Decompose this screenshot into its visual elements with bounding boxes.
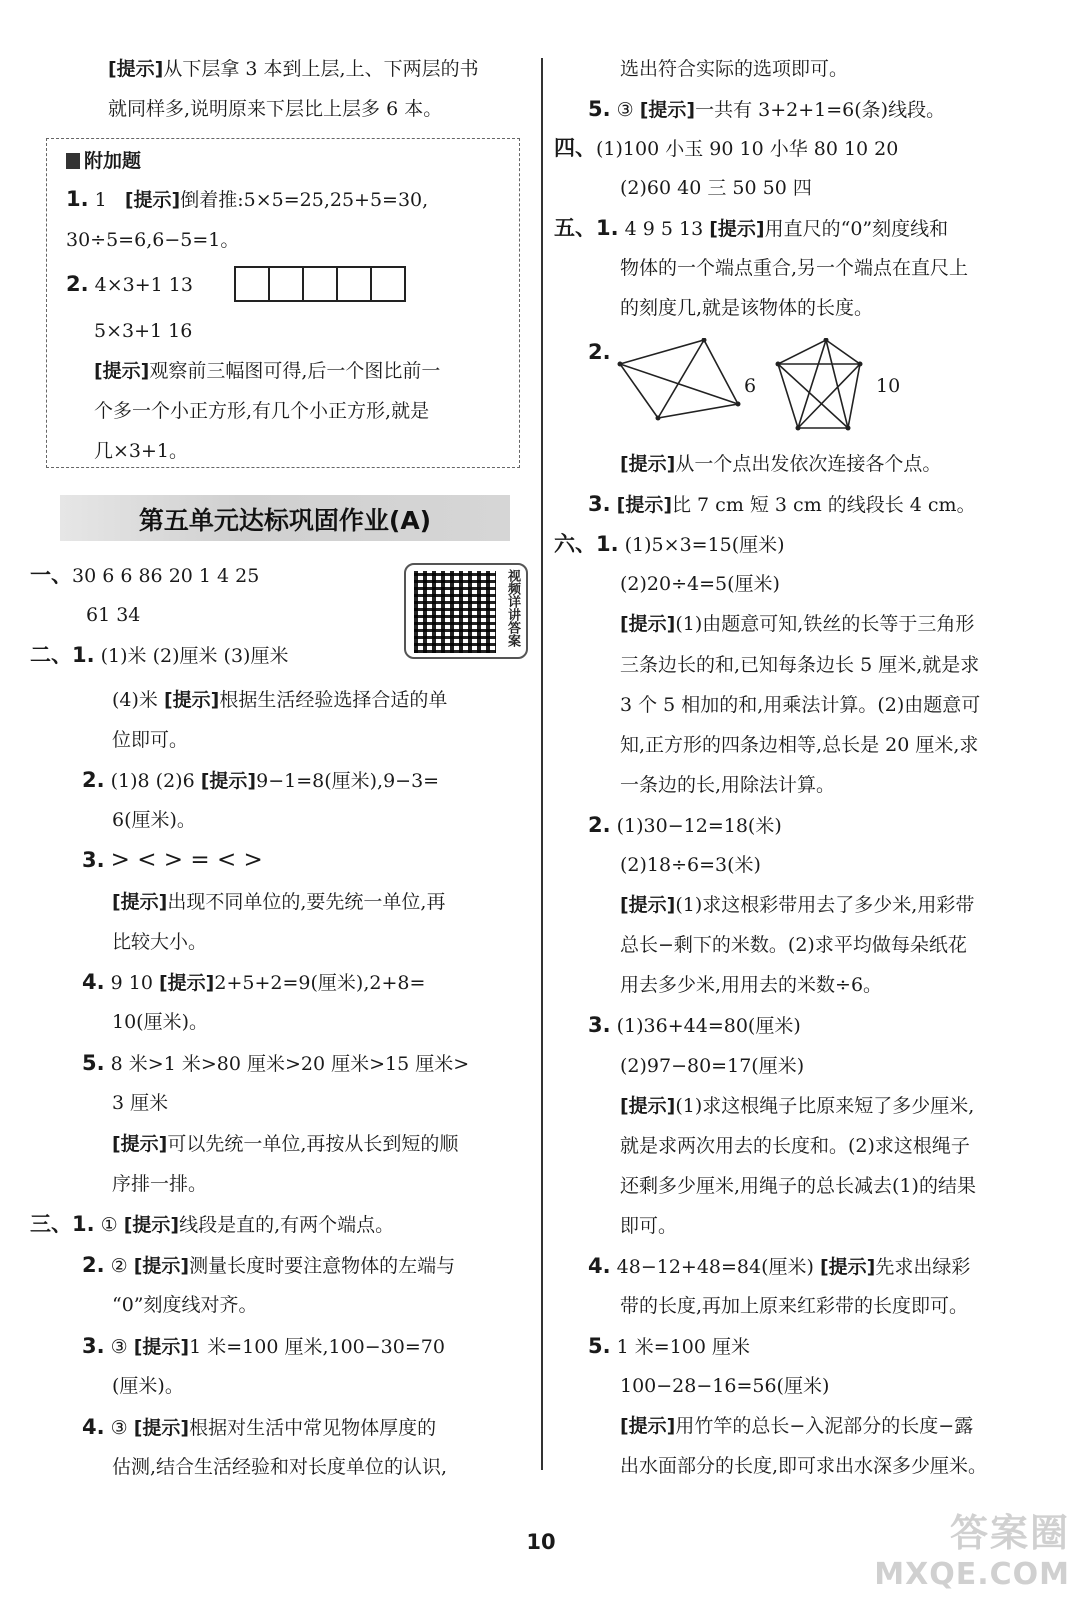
s6-q4-line2: 带的长度,再加上原来红彩带的长度即可。	[620, 1295, 969, 1317]
pentagon-figure	[778, 340, 860, 428]
continued-line: 选出符合实际的选项即可。	[620, 58, 849, 80]
s2-q4-line2: 10(厘米)。	[112, 1011, 209, 1033]
s6-q1-tip2: 三条边长的和,已知每条边长 5 厘米,就是求	[620, 654, 980, 676]
s3-q4-line2: 估测,结合生活经验和对长度单位的认识,	[112, 1456, 448, 1478]
s2-q1-line2: (4)米 [提示]根据生活经验选择合适的单	[112, 689, 448, 711]
s6-q3-tip2: 就是求两次用去的长度和。(2)求这根绳子	[620, 1135, 970, 1157]
s5-q3: 3. [提示]比 7 cm 短 3 cm 的线段长 4 cm。	[588, 492, 976, 516]
s5-q2-label-10: 10	[876, 375, 901, 397]
s2-q5-line4: 序排一排。	[112, 1173, 208, 1195]
extra-q2-tip-line1: [提示]观察前三幅图可得,后一个图比前一	[94, 360, 441, 382]
s6-q1-tip4: 知,正方形的四条边相等,总长是 20 厘米,求	[620, 734, 979, 756]
s3-q2: 2. ② [提示]测量长度时要注意物体的左端与	[82, 1253, 456, 1277]
s3-q1: 三、1. ① [提示]线段是直的,有两个端点。	[30, 1212, 395, 1236]
s3-q5: 5. ③ [提示]一共有 3+2+1=6(条)线段。	[588, 97, 946, 121]
s6-q1-a2: (2)20÷4=5(厘米)	[620, 573, 780, 595]
s2-q5-line2: 3 厘米	[112, 1092, 169, 1114]
page-number: 10	[526, 1530, 556, 1554]
s2-q5: 5. 8 米>1 米>80 厘米>20 厘米>15 厘米>	[82, 1051, 470, 1075]
qr-code-box[interactable]	[404, 563, 528, 659]
s4-line1: 四、(1)100 小玉 90 10 小华 80 10 20	[554, 136, 899, 160]
column-divider	[541, 58, 543, 1470]
s6-q2-tip3: 用去多少米,用用去的米数÷6。	[620, 974, 883, 996]
s5-q2: 2.	[588, 340, 611, 364]
extra-q2-tip-line3: 几×3+1。	[94, 440, 189, 462]
s6-q4: 4. 48−12+48=84(厘米) [提示]先求出绿彩	[588, 1254, 971, 1278]
s6-q1-tip5: 一条边的长,用除法计算。	[620, 774, 836, 796]
s2-q3-line2: [提示]出现不同单位的,要先统一单位,再	[112, 891, 446, 913]
extra-q1: 1. 1 [提示]倒着推:5×5=25,25+5=30,	[66, 187, 429, 211]
s5-q2-label-6: 6	[744, 375, 757, 397]
extra-heading: 附加题	[66, 146, 141, 173]
watermark-logo: 答案圈 MXQE.COM	[874, 1511, 1070, 1592]
s3-q4: 4. ③ [提示]根据对生活中常见物体厚度的	[82, 1415, 437, 1439]
polygon-diagrams	[614, 338, 914, 438]
s6-q1-tip3: 3 个 5 相加的和,用乘法计算。(2)由题意可	[620, 694, 981, 716]
unit-banner: 第五单元达标巩固作业(A)	[60, 495, 510, 541]
s6-q3-tip1: [提示](1)求这根绳子比原来短了多少厘米,	[620, 1095, 975, 1117]
s5-q1-line2: 物体的一个端点重合,另一个端点在直尺上	[620, 257, 969, 279]
s2-q4: 4. 9 10 [提示]2+5+2=9(厘米),2+8=	[82, 970, 426, 994]
quadrilateral-figure	[620, 340, 738, 418]
s6-q3-a2: (2)97−80=17(厘米)	[620, 1055, 805, 1077]
s2-q2-line2: 6(厘米)。	[112, 809, 196, 831]
extra-q2: 2. 4×3+1 13	[66, 272, 193, 296]
s3-q3: 3. ③ [提示]1 米=100 厘米,100−30=70	[82, 1334, 445, 1358]
s6-q5-tip2: 出水面部分的长度,即可求出水深多少厘米。	[620, 1455, 988, 1477]
s6-q5: 5. 1 米=100 厘米	[588, 1334, 750, 1358]
s5-q1-line3: 的刻度几,就是该物体的长度。	[620, 297, 874, 319]
s1-line1: 一、30 6 6 86 20 1 4 25	[30, 563, 260, 587]
s4-line2: (2)60 40 三 50 50 四	[620, 177, 812, 199]
s6-q3: 3. (1)36+44=80(厘米)	[588, 1013, 801, 1037]
s6-q2-tip1: [提示](1)求这根彩带用去了多少米,用彩带	[620, 894, 975, 916]
extra-q2-tip-line2: 个多一个小正方形,有几个小正方形,就是	[94, 400, 430, 422]
s2-q3-line3: 比较大小。	[112, 931, 208, 953]
qr-label: 视频详讲答案	[505, 569, 520, 647]
qr-code-icon[interactable]	[414, 571, 496, 653]
s6-q2: 2. (1)30−12=18(米)	[588, 813, 782, 837]
s6-q3-tip3: 还剩多少厘米,用绳子的总长减去(1)的结果	[620, 1175, 976, 1197]
extra-q2-ans2: 5×3+1 16	[94, 320, 193, 342]
square-strip-figure	[236, 266, 406, 302]
s5-q2-tip: [提示]从一个点出发依次连接各个点。	[620, 453, 942, 475]
s1-line2: 61 34	[86, 604, 141, 626]
top-tip-line2: 就同样多,说明原来下层比上层多 6 本。	[108, 98, 443, 120]
s2-q3: 3. > < > = < >	[82, 847, 263, 873]
s2-q1-line3: 位即可。	[112, 729, 189, 751]
s3-q3-line2: (厘米)。	[112, 1375, 184, 1397]
s6-q2-a2: (2)18÷6=3(米)	[620, 854, 761, 876]
s2-q5-line3: [提示]可以先统一单位,再按从长到短的顺	[112, 1133, 459, 1155]
pentagon-star	[778, 340, 860, 428]
s2-q1: 二、1. (1)米 (2)厘米 (3)厘米	[30, 643, 289, 667]
book-icon	[66, 153, 80, 169]
s5-q1: 五、1. 4 9 5 13 [提示]用直尺的“0”刻度线和	[554, 216, 949, 240]
s6-q5-a2: 100−28−16=56(厘米)	[620, 1375, 830, 1397]
s6-q1: 六、1. (1)5×3=15(厘米)	[554, 532, 785, 556]
s6-q1-tip1: [提示](1)由题意可知,铁丝的长等于三角形	[620, 613, 975, 635]
top-tip-line1: [提示]从下层拿 3 本到上层,上、下两层的书	[108, 58, 479, 80]
s6-q3-tip4: 即可。	[620, 1215, 678, 1237]
s3-q2-line2: “0”刻度线对齐。	[112, 1294, 258, 1316]
s6-q5-tip1: [提示]用竹竿的总长−入泥部分的长度−露	[620, 1415, 974, 1437]
s6-q2-tip2: 总长−剩下的米数。(2)求平均做每朵纸花	[620, 934, 967, 956]
extra-q1-line2: 30÷5=6,6−5=1。	[66, 229, 240, 251]
s2-q2: 2. (1)8 (2)6 [提示]9−1=8(厘米),9−3=	[82, 768, 440, 792]
